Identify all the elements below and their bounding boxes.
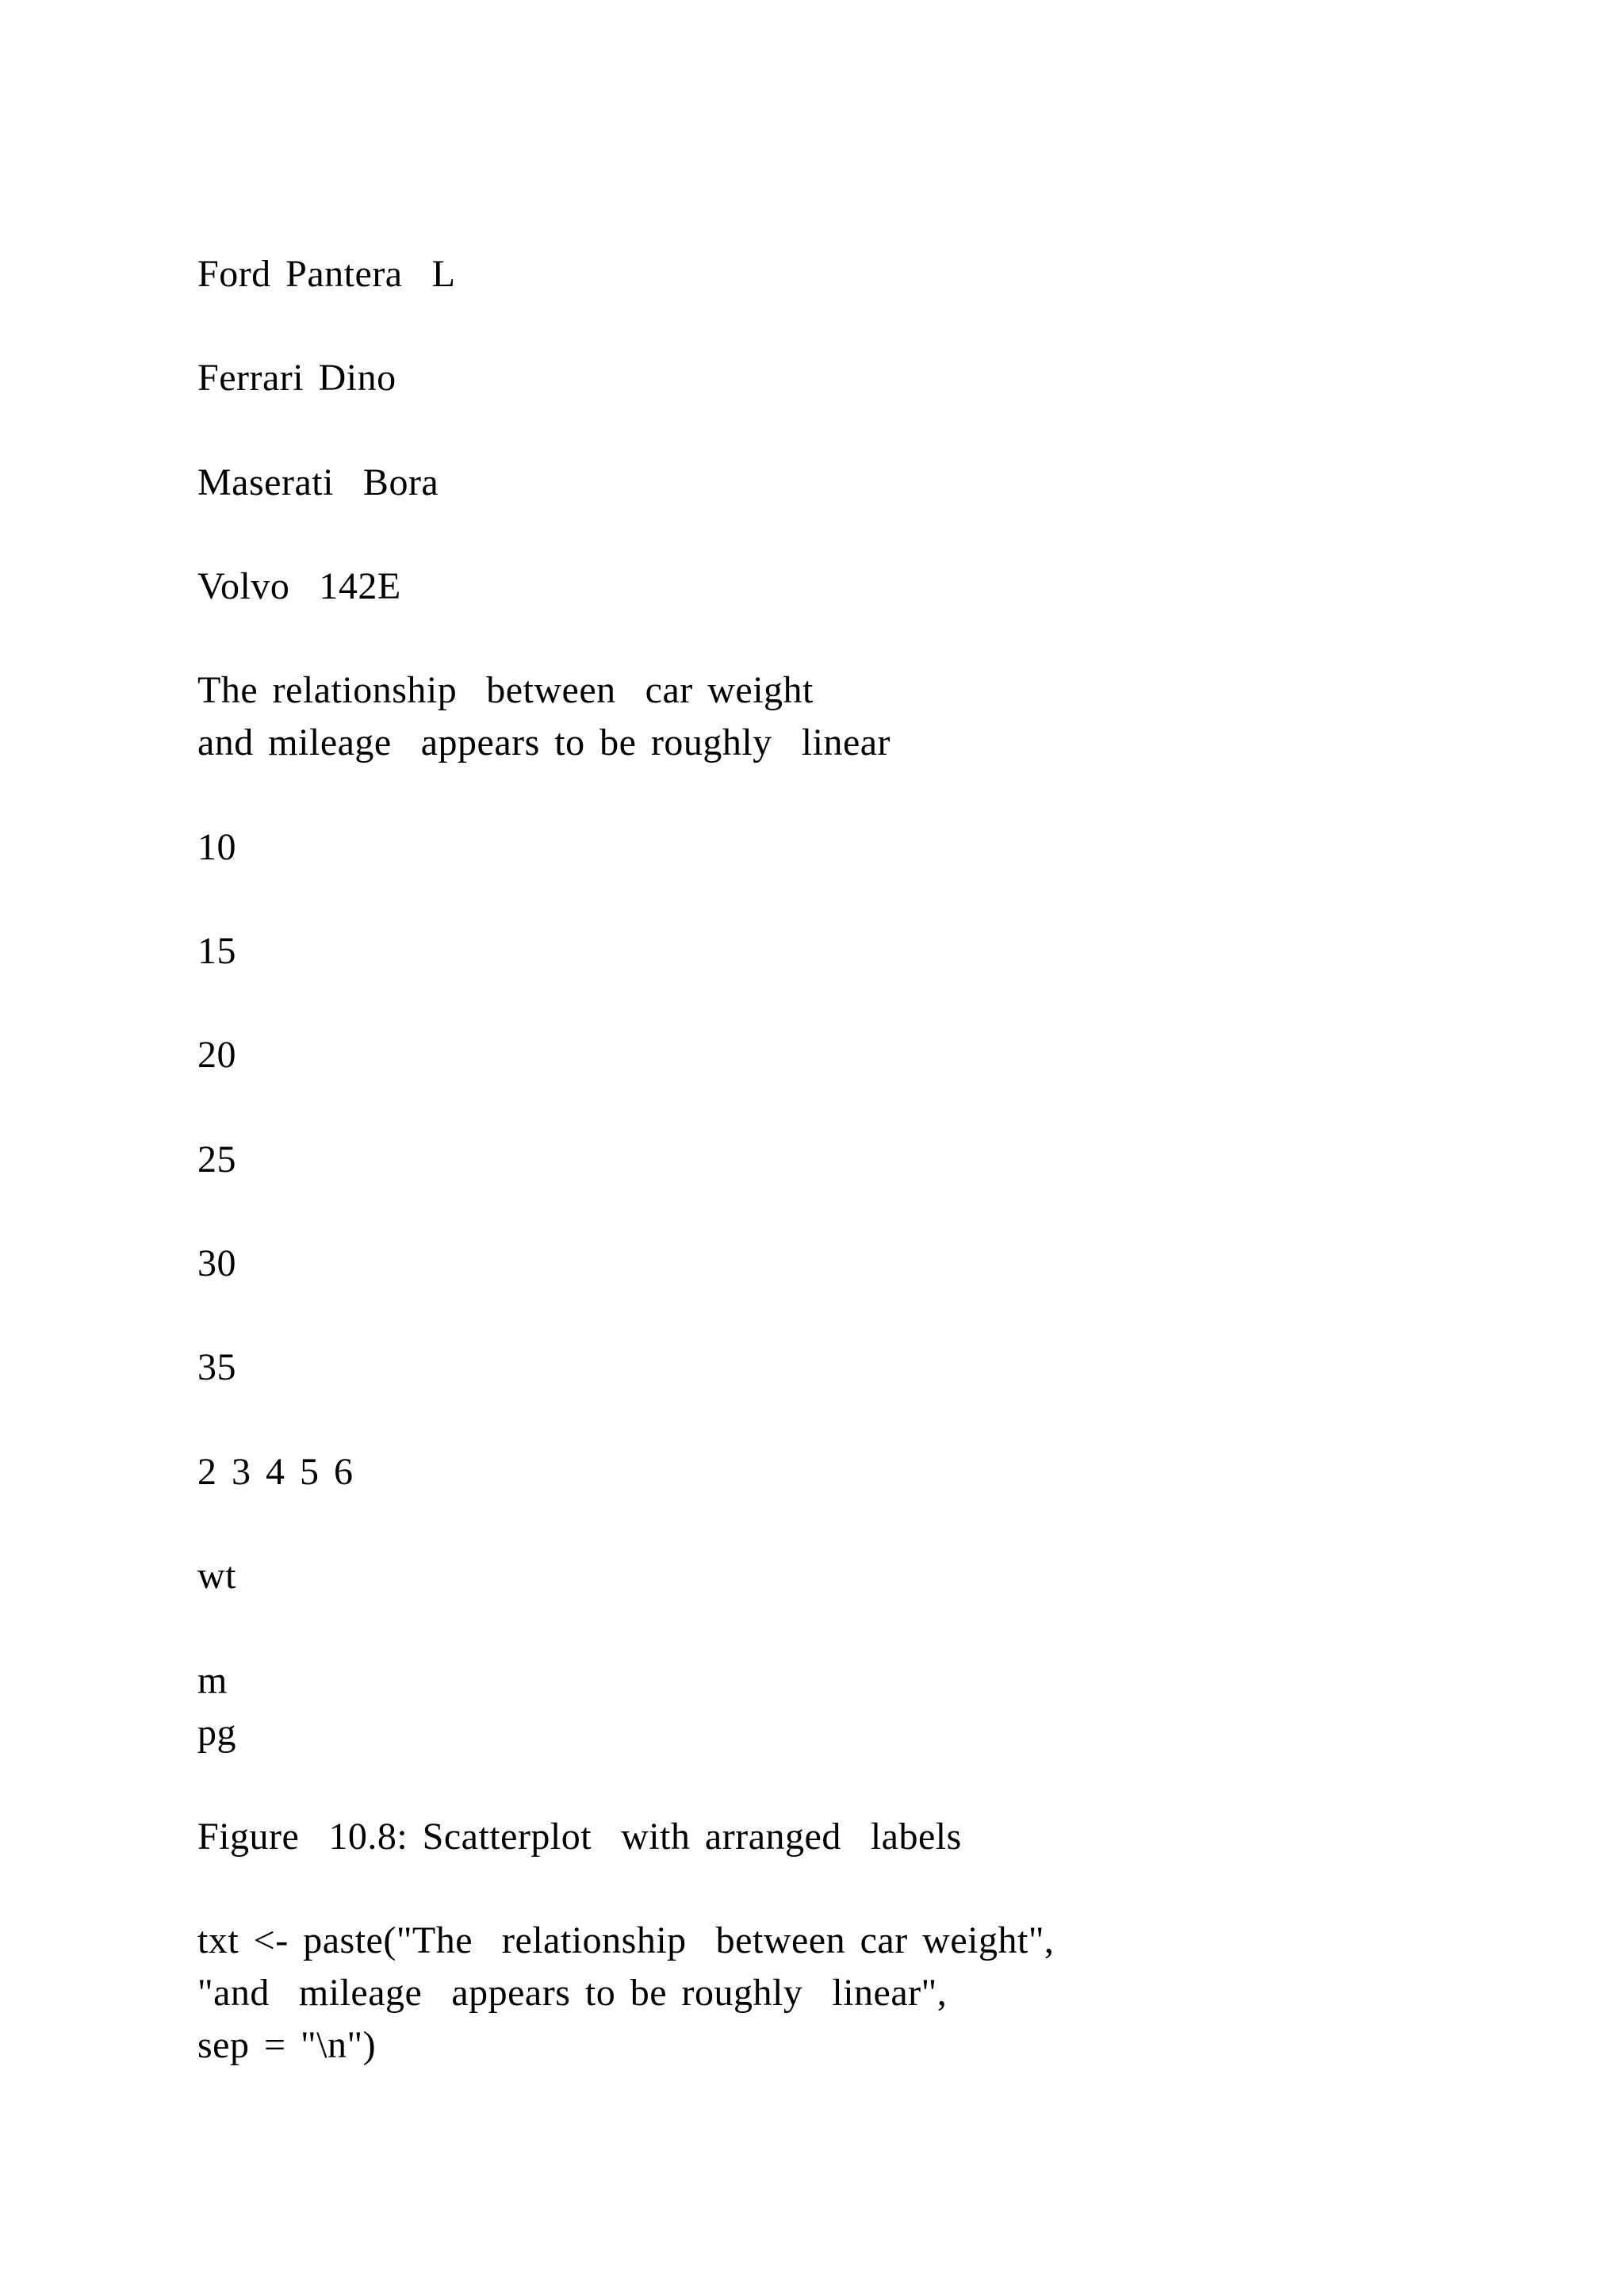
text-line-pg: pg	[197, 1712, 236, 1754]
text-line-tick-25: 25	[197, 1138, 236, 1181]
figure-caption: Figure 10.8: Scatterplot with arranged labels	[197, 1816, 962, 1858]
code-line-2: "and mileage appears to be roughly linear",	[197, 1972, 948, 2014]
text-line-tick-10: 10	[197, 826, 236, 868]
text-line-relationship-2: and mileage appears to be roughly linear	[197, 721, 891, 763]
text-line-wt: wt	[197, 1555, 236, 1597]
code-line-3: sep = "\n")	[197, 2024, 377, 2066]
text-line-tick-30: 30	[197, 1242, 236, 1284]
text-line-relationship-1: The relationship between car weight	[197, 669, 814, 711]
text-line-tick-35: 35	[197, 1346, 236, 1388]
text-line-maserati-bora: Maserati Bora	[197, 461, 439, 503]
text-line-m: m	[197, 1659, 228, 1701]
text-line-tick-20: 20	[197, 1034, 236, 1076]
code-line-1: txt <- paste("The relationship between car weight",	[197, 1919, 1055, 1961]
text-line-ford-pantera: Ford Pantera L	[197, 253, 456, 295]
text-line-volvo: Volvo 142E	[197, 565, 401, 607]
text-line-tick-15: 15	[197, 930, 236, 972]
text-line-ferrari-dino: Ferrari Dino	[197, 357, 396, 399]
text-line-x-ticks: 2 3 4 5 6	[197, 1451, 354, 1493]
